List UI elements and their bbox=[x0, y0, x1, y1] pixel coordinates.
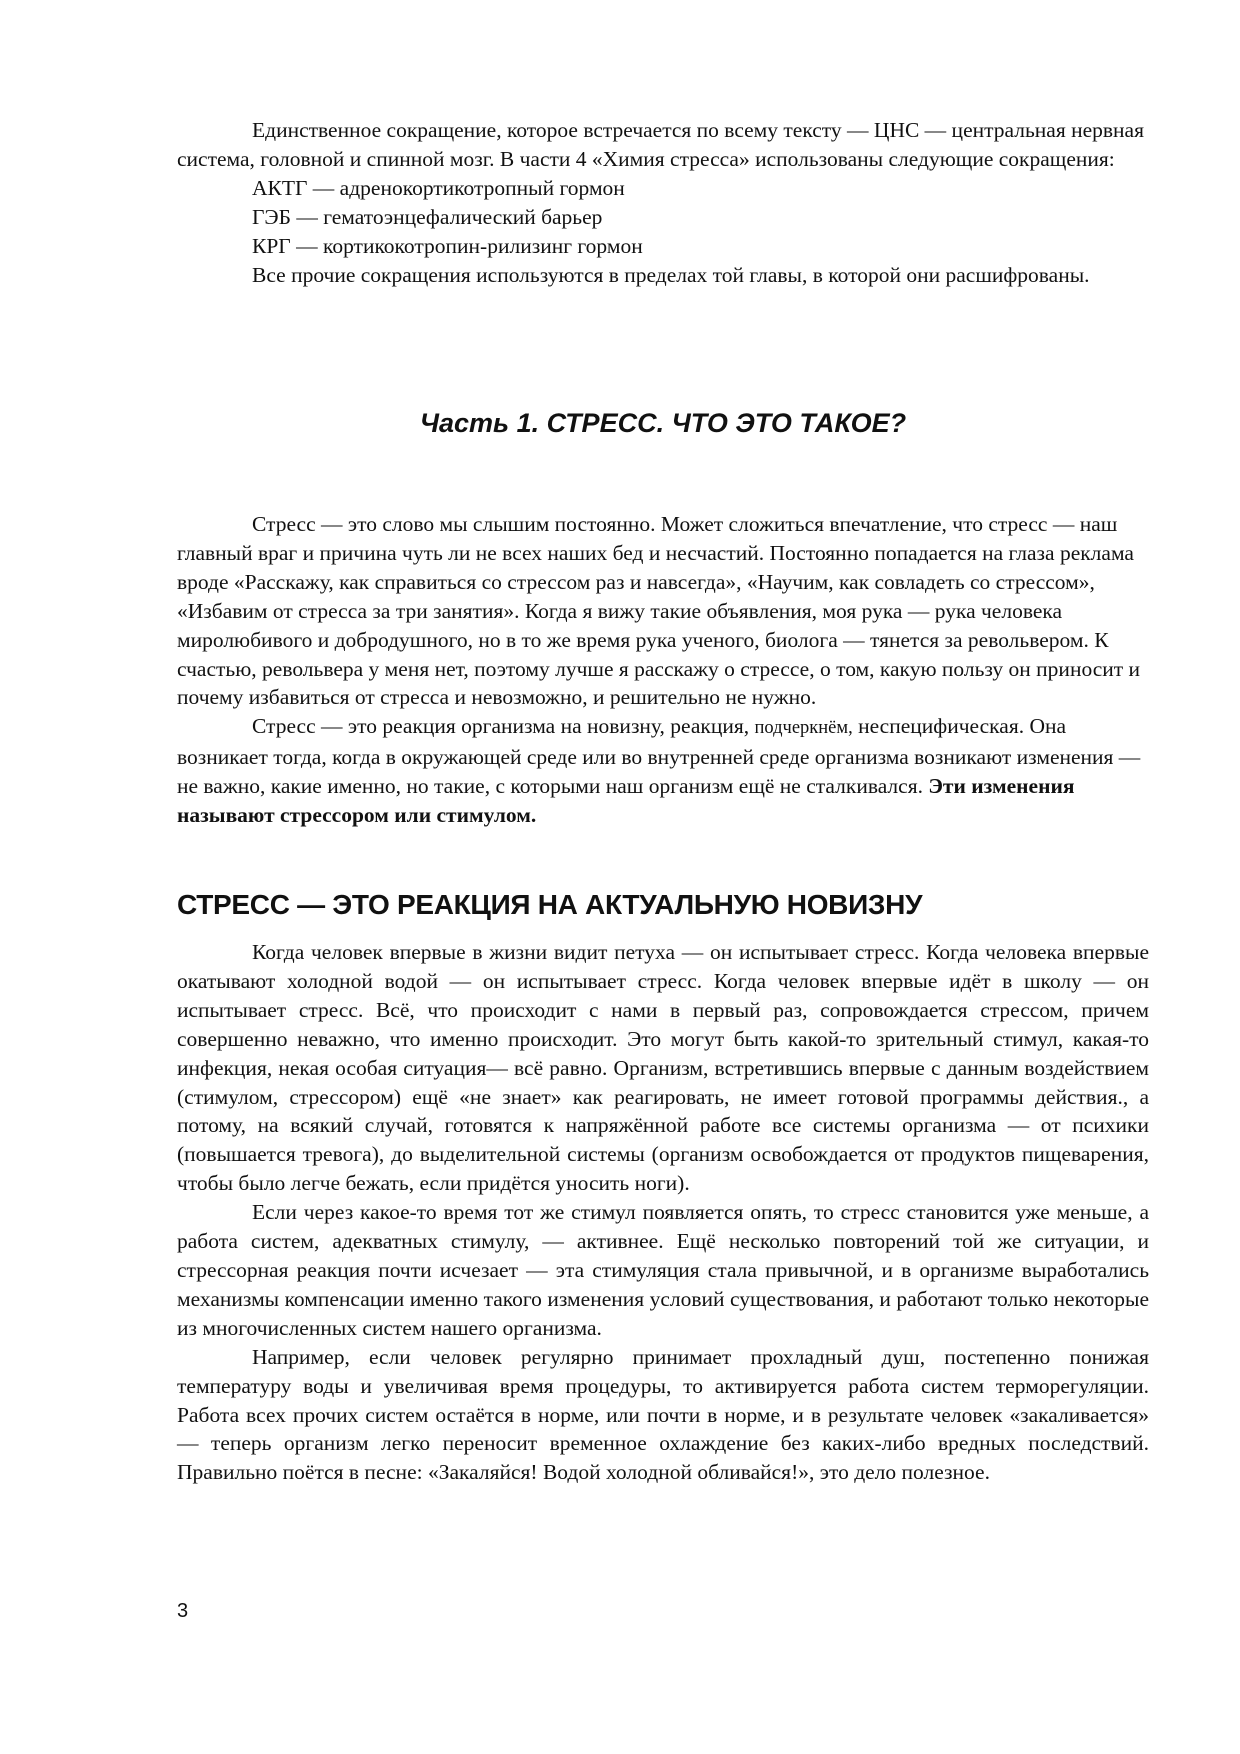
part-title: Часть 1. СТРЕСС. ЧТО ЭТО ТАКОЕ? bbox=[419, 408, 907, 438]
abbreviation-actg: АКТГ — адренокортикотропный гормон bbox=[252, 175, 625, 200]
intro-paragraph-1: Единственное сокращение, которое встречается по всему тексту — ЦНС — центральная нервная система, головной и спинной мозг. В части 4 «Химия стресса» использованы следующие сокращения: bbox=[177, 118, 1144, 171]
part-paragraph-1: Стресс — это слово мы слышим постоянно. Может сложиться впечатление, что стресс — наш главный враг и причина чуть ли не всех наших бед и несчастий. Постоянно попадается на глаза реклама вроде «Расскажу, как справиться со стрессом раз и навсегда», «Научим, как совладеть со стрессом», «Избавим от стресса за три занятия». Когда я вижу такие объявления, моя рука — рука человека миролюбивого и добродушного, но в то же время рука ученого, биолога — тянется за револьвером. К счастью, револьвера у меня нет, поэтому лучше я расскажу о стрессе, о том, какую пользу он приносит и почему избавиться от стресса и невозможно, и решительно не нужно. bbox=[177, 512, 1141, 710]
part-paragraph-2 bbox=[177, 712, 1149, 830]
part-paragraph-2-small: подчеркнём, bbox=[754, 718, 853, 739]
page-number: 3 bbox=[177, 1600, 189, 1622]
abbreviation-geb: ГЭБ — гематоэнцефалический барьер bbox=[252, 204, 603, 229]
section-paragraph-3: Например, если человек регулярно принимает прохладный душ, постепенно понижая температуру воды и увеличивая время процедуры, то активируется работа систем терморегуляции. Работа всех прочих систем остаётся в норме, или почти в норме, и в результате человек «закаливается» — теперь организм легко переносит временное охлаждение без каких-либо вредных последствий. Правильно поётся в песне: «Закаляйся! Водой холодной обливайся!», это дело полезное. bbox=[177, 1344, 1149, 1485]
intro-paragraph-2: Все прочие сокращения используются в пределах той главы, в которой они расшифрованы. bbox=[252, 262, 1090, 287]
abbreviation-krg: КРГ — кортикокотропин-рилизинг гормон bbox=[252, 233, 643, 258]
section-paragraph-2: Если через какое-то время тот же стимул появляется опять, то стресс становится уже меньше, а работа систем, адекватных стимулу, — активнее. Ещё несколько повторений той же ситуации, и стрессорная реакция почти исчезает — эта стимуляция стала привычной, и в организме выработались механизмы компенсации именно такого изменения условий существования, и работают только некоторые из многочисленных систем нашего организма. bbox=[177, 1200, 1149, 1340]
section-body bbox=[177, 938, 1149, 1487]
section-paragraph-1: Когда человек впервые в жизни видит петуха — он испытывает стресс. Когда человека впервые окатывают холодной водой — он испытывает стресс. Когда человек впервые идёт в школу — он испытывает стресс. Всё, что происходит с нами в первый раз, сопровождается стрессом, причем совершенно неважно, что именно происходит. Это могут быть какой-то зрительный стимул, какая-то инфекция, некая особая ситуация— всё равно. Организм, встретившись впервые с данным воздействием (стимулом, стрессором) ещё «не знает» как реагировать, не имеет готовой программы действия., а потому, на всякий случай, готовятся к напряжённой работе все системы организма — от психики (повышается тревога), до выделительной системы (организм освобождается от продуктов пищеварения, чтобы было легче бежать, если придётся уносить ноги). bbox=[177, 940, 1149, 1196]
part-paragraph-2-bold: Эти изменения называют стрессором или стимулом. bbox=[177, 774, 1075, 828]
section-heading: СТРЕСС — ЭТО РЕАКЦИЯ НА АКТУАЛЬНУЮ НОВИЗНУ bbox=[177, 889, 923, 920]
part-paragraph-2-start: Стресс — это реакция организма на новизну, реакция, bbox=[252, 714, 755, 739]
intro-block bbox=[177, 116, 1149, 289]
part-paragraph-2-mid: неспецифическая. Она возникает тогда, когда в окружающей среде или во внутренней среде организма возникают изменения — не важно, какие именно, но такие, с которыми наш организм ещё не сталкивался. bbox=[177, 714, 1141, 799]
part-body bbox=[177, 510, 1149, 830]
